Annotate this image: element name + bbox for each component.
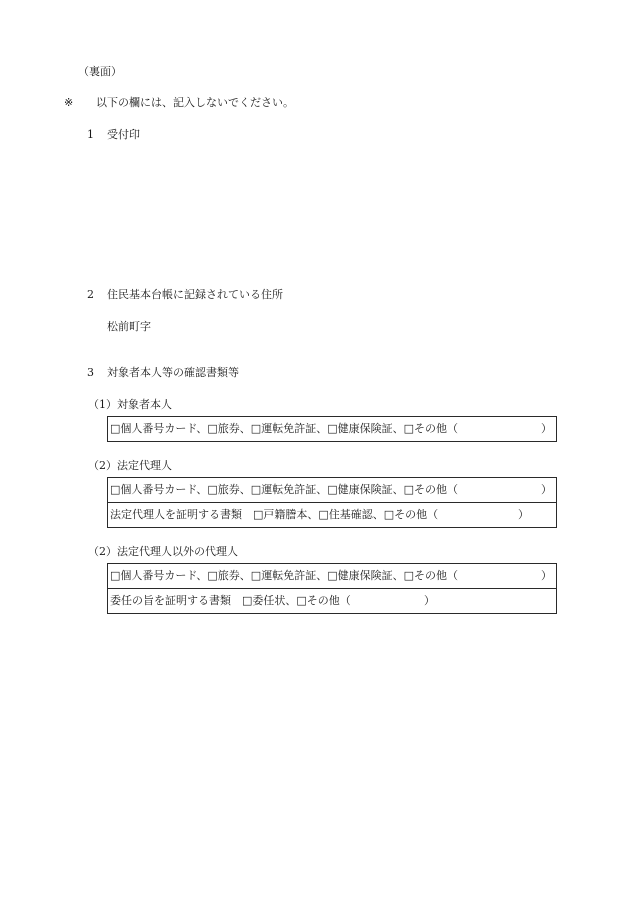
note-mark: ※ xyxy=(64,96,74,109)
section2-title: 住民基本台帳に記録されている住所 xyxy=(107,288,283,301)
sub1-heading: （1）対象者本人 xyxy=(88,398,172,411)
side-label: （裏面） xyxy=(78,65,122,78)
section1-title: 受付印 xyxy=(107,128,140,141)
sub2-row-documents-text: □個人番号カード、□旅券、□運転免許証、□健康保険証、□その他（ xyxy=(110,483,458,496)
sub3-table xyxy=(107,563,557,614)
sub2-row-proof xyxy=(108,502,556,527)
section2-number: 2 xyxy=(87,288,94,301)
sub1-row-documents-close: ） xyxy=(541,422,552,435)
sub2-row-proof-close: ） xyxy=(518,508,529,521)
sub1-row-documents xyxy=(108,417,556,441)
sub3-row-documents-text: □個人番号カード、□旅券、□運転免許証、□健康保険証、□その他（ xyxy=(110,569,458,582)
sub3-row-proof-text: 委任の旨を証明する書類 □委任状、□その他（ xyxy=(110,594,351,607)
section3-number: 3 xyxy=(87,366,94,379)
sub2-row-documents xyxy=(108,478,556,502)
sub3-heading: （2）法定代理人以外の代理人 xyxy=(88,545,238,558)
sub2-table xyxy=(107,477,557,528)
sub3-row-documents xyxy=(108,564,556,588)
sub3-row-proof-close: ） xyxy=(424,594,435,607)
sub3-row-proof xyxy=(108,588,556,613)
section2-address: 松前町字 xyxy=(107,320,151,333)
section3-title: 対象者本人等の確認書類等 xyxy=(107,366,239,379)
sub1-table xyxy=(107,416,557,442)
sub1-row-documents-text: □個人番号カード、□旅券、□運転免許証、□健康保険証、□その他（ xyxy=(110,422,458,435)
sub3-row-documents-close: ） xyxy=(541,569,552,582)
section1-number: 1 xyxy=(87,128,94,141)
sub2-row-documents-close: ） xyxy=(541,483,552,496)
sub2-row-proof-text: 法定代理人を証明する書類 □戸籍謄本、□住基確認、□その他（ xyxy=(110,508,439,521)
sub2-heading: （2）法定代理人 xyxy=(88,459,172,472)
note-text: 以下の欄には、記入しないでください。 xyxy=(96,96,294,109)
